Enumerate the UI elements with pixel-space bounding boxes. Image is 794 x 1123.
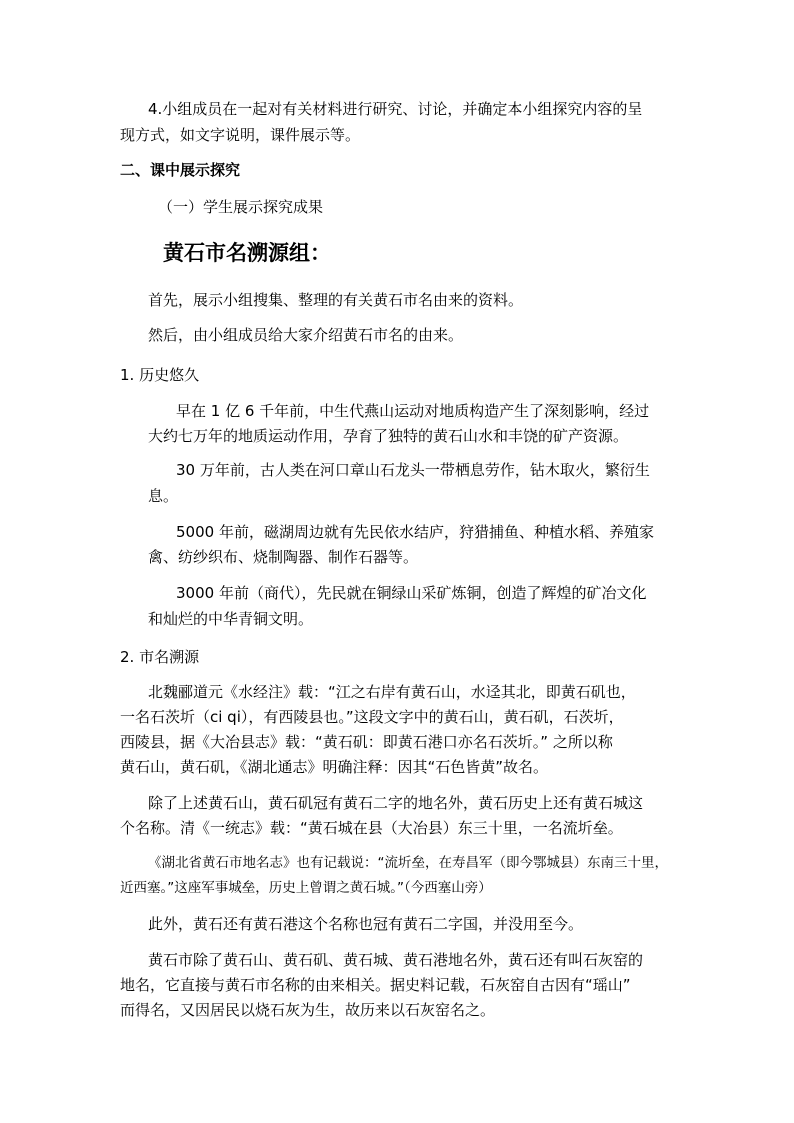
paragraph-text: 北魏郦道元《水经注》载：“江之右岸有黄石山，水迳其北，即黄石矶也， — [148, 683, 636, 701]
paragraph-text: 30 万年前，古人类在河口章山石龙头一带栖息劳作，钻木取火，繁衍生 — [176, 461, 650, 479]
subsection-heading: （一）学生展示探究成果 — [158, 198, 324, 216]
section-heading: 二、课中展示探究 — [120, 161, 241, 179]
paragraph-text: 4.小组成员在一起对有关材料进行研究、讨论，并确定本小组探究内容的呈 — [148, 100, 643, 118]
paragraph-text: 大约七万年的地质运动作用，孕育了独特的黄石山水和丰饶的矿产资源。 — [148, 427, 629, 445]
paragraph-text: 然后，由小组成员给大家介绍黄石市名的由来。 — [148, 326, 464, 344]
paragraph-text: 此外，黄石还有黄石港这个名称也冠有黄石二字国，并没用至今。 — [148, 915, 584, 933]
group-title: 黄石市名溯源组： — [163, 240, 331, 265]
quote-text: 近西塞。”这座军事城垒，历史上曾谓之黄石城。”（今西塞山旁） — [120, 880, 492, 896]
paragraph-text: 个名称。清《一统志》载：“黄石城在县（大冶县）东三十里，一名流圻垒。 — [120, 819, 623, 837]
paragraph-text: 3000 年前（商代），先民就在铜绿山采矿炼铜，创造了辉煌的矿冶文化 — [176, 584, 647, 602]
paragraph-text: 除了上述黄石山，黄石矶冠有黄石二字的地名外，黄石历史上还有黄石城这 — [148, 794, 644, 812]
paragraph-text: 一名石茨圻（ci qi），有西陵县也。”这段文字中的黄石山，黄石矶，石茨圻， — [120, 708, 624, 726]
paragraph-text: 西陵县，据《大冶县志》载：“黄石矶：即黄石港口亦名石茨圻。” 之所以称 — [120, 733, 613, 751]
paragraph-text: 5000 年前，磁湖周边就有先民依水结庐，狩猎捕鱼、种植水稻、养殖家 — [176, 523, 654, 541]
paragraph-text: 首先，展示小组搜集、整理的有关黄石市名由来的资料。 — [148, 291, 524, 309]
paragraph-text: 和灿烂的中华青铜文明。 — [148, 610, 314, 628]
paragraph-text: 黄石山，黄石矶，《湖北通志》明确注释：因其“石色皆黄”故名。 — [120, 758, 549, 776]
paragraph-text: 黄石市除了黄石山、黄石矶、黄石城、黄石港地名外，黄石还有叫石灰窑的 — [148, 951, 644, 969]
paragraph-text: 现方式，如文字说明，课件展示等。 — [120, 126, 361, 144]
paragraph-text: 地名，它直接与黄石市名称的由来相关。据史料记载，石灰窑自古因有“瑶山” — [120, 976, 631, 994]
paragraph-text: 早在 1 亿 6 千年前，中生代燕山运动对地质构造产生了深刻影响，经过 — [176, 402, 650, 420]
paragraph-text: 而得名，又因居民以烧石灰为生，故历来以石灰窑名之。 — [120, 1001, 496, 1019]
list-heading: 2. 市名溯源 — [120, 648, 200, 666]
paragraph-text: 禽、纺纱织布、烧制陶器、制作石器等。 — [148, 548, 419, 566]
quote-text: 《湖北省黄石市地名志》也有记载说：“流圻垒，在寿昌军（即今鄂城县）东南三十里， — [148, 855, 668, 871]
list-heading: 1. 历史悠久 — [120, 366, 200, 384]
paragraph-text: 息。 — [148, 487, 179, 505]
